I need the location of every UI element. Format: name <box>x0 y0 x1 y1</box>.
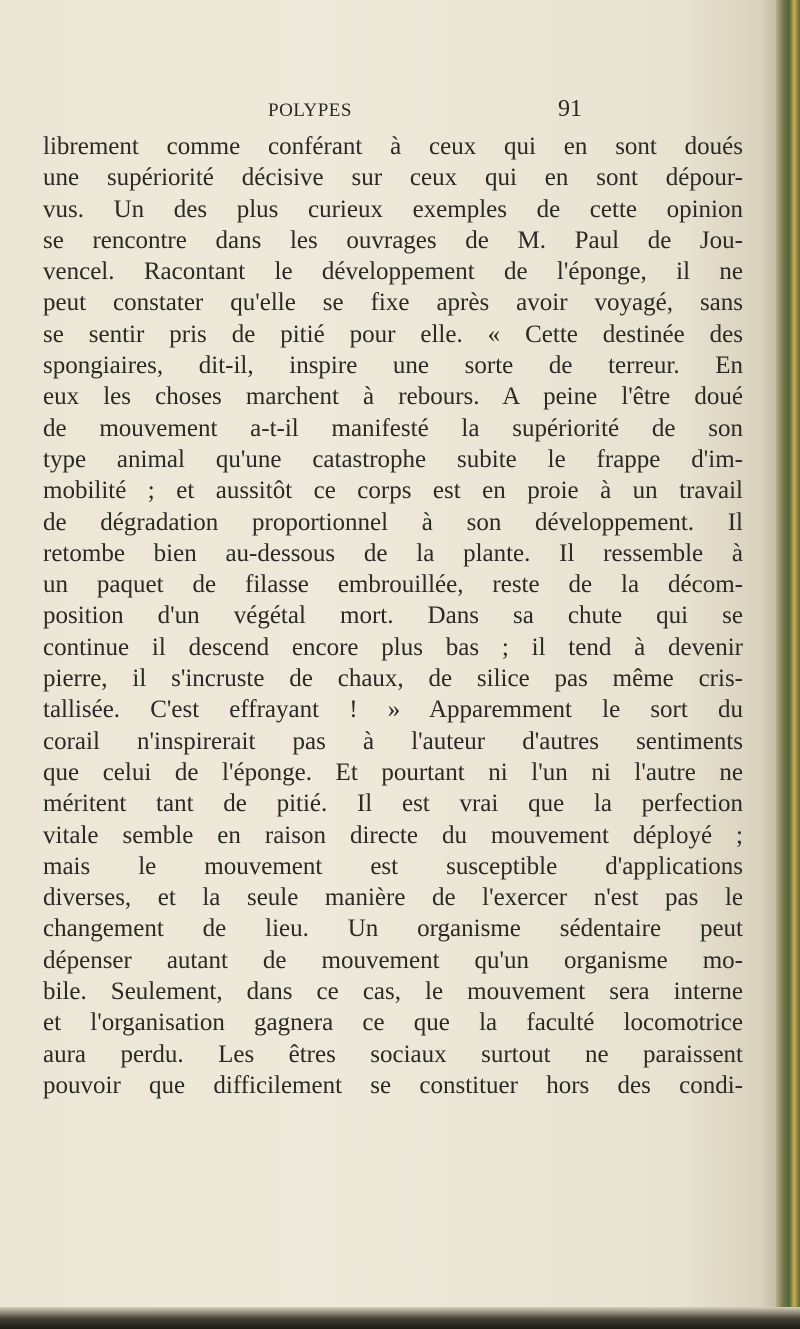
text-line: continue il descend encore plus bas ; il tend à devenir <box>43 633 743 661</box>
page-binding-edge <box>776 0 800 1329</box>
page-header <box>0 96 800 136</box>
text-line: librement comme conférant à ceux qui en sont doués <box>43 133 743 160</box>
text-line: vitale semble en raison directe du mouvement déployé ; <box>43 821 743 849</box>
text-line: et l'organisation gagnera ce que la faculté locomotrice <box>43 1009 743 1037</box>
text-line: tallisée. C'est effrayant ! » Apparemment le sort du <box>43 696 743 724</box>
text-line: dépenser autant de mouvement qu'un organisme mo- <box>43 946 743 974</box>
text-line: changement de lieu. Un organisme sédentaire peut <box>43 915 743 943</box>
text-line: de mouvement a-t-il manifesté la supériorité de son <box>43 414 743 442</box>
text-line: pouvoir que difficilement se constituer hors des condi- <box>43 1071 743 1099</box>
text-line: se rencontre dans les ouvrages de M. Paul de Jou- <box>43 226 743 254</box>
text-line: que celui de l'éponge. Et pourtant ni l'un ni l'autre ne <box>43 758 743 786</box>
text-line: mais le mouvement est susceptible d'applications <box>43 852 743 880</box>
text-line: vus. Un des plus curieux exemples de cette opinion <box>43 195 743 223</box>
text-line: bile. Seulement, dans ce cas, le mouvement sera interne <box>43 978 743 1006</box>
text-line: aura perdu. Les êtres sociaux surtout ne paraissent <box>43 1040 743 1068</box>
text-line: méritent tant de pitié. Il est vrai que la perfection <box>43 790 743 818</box>
page-bottom-shadow <box>0 1307 800 1329</box>
text-line: corail n'inspirerait pas à l'auteur d'autres sentiments <box>43 727 743 755</box>
running-head: POLYPES <box>268 100 352 121</box>
text-line: vencel. Racontant le développement de l'éponge, il ne <box>43 258 743 286</box>
text-line: mobilité ; et aussitôt ce corps est en proie à un travail <box>43 477 743 505</box>
text-line: spongiaires, dit-il, inspire une sorte de terreur. En <box>43 352 743 380</box>
body-text <box>43 131 743 1101</box>
text-line: de dégradation proportionnel à son développement. Il <box>43 508 743 536</box>
text-line: eux les choses marchent à rebours. A peine l'être doué <box>43 383 743 411</box>
text-line: peut constater qu'elle se fixe après avoir voyagé, sans <box>43 289 743 317</box>
text-line: se sentir pris de pitié pour elle. « Cette destinée des <box>43 320 743 348</box>
text-line: un paquet de filasse embrouillée, reste de la décom- <box>43 571 743 599</box>
text-line: retombe bien au-dessous de la plante. Il ressemble à <box>43 539 743 567</box>
text-line: position d'un végétal mort. Dans sa chute qui se <box>43 602 743 630</box>
text-line: diverses, et la seule manière de l'exercer n'est pas le <box>43 884 743 912</box>
page-number: 91 <box>558 96 582 122</box>
text-line: une supériorité décisive sur ceux qui en sont dépour- <box>43 164 743 192</box>
text-line: pierre, il s'incruste de chaux, de silice pas même cris- <box>43 665 743 693</box>
text-line: type animal qu'une catastrophe subite le frappe d'im- <box>43 445 743 473</box>
